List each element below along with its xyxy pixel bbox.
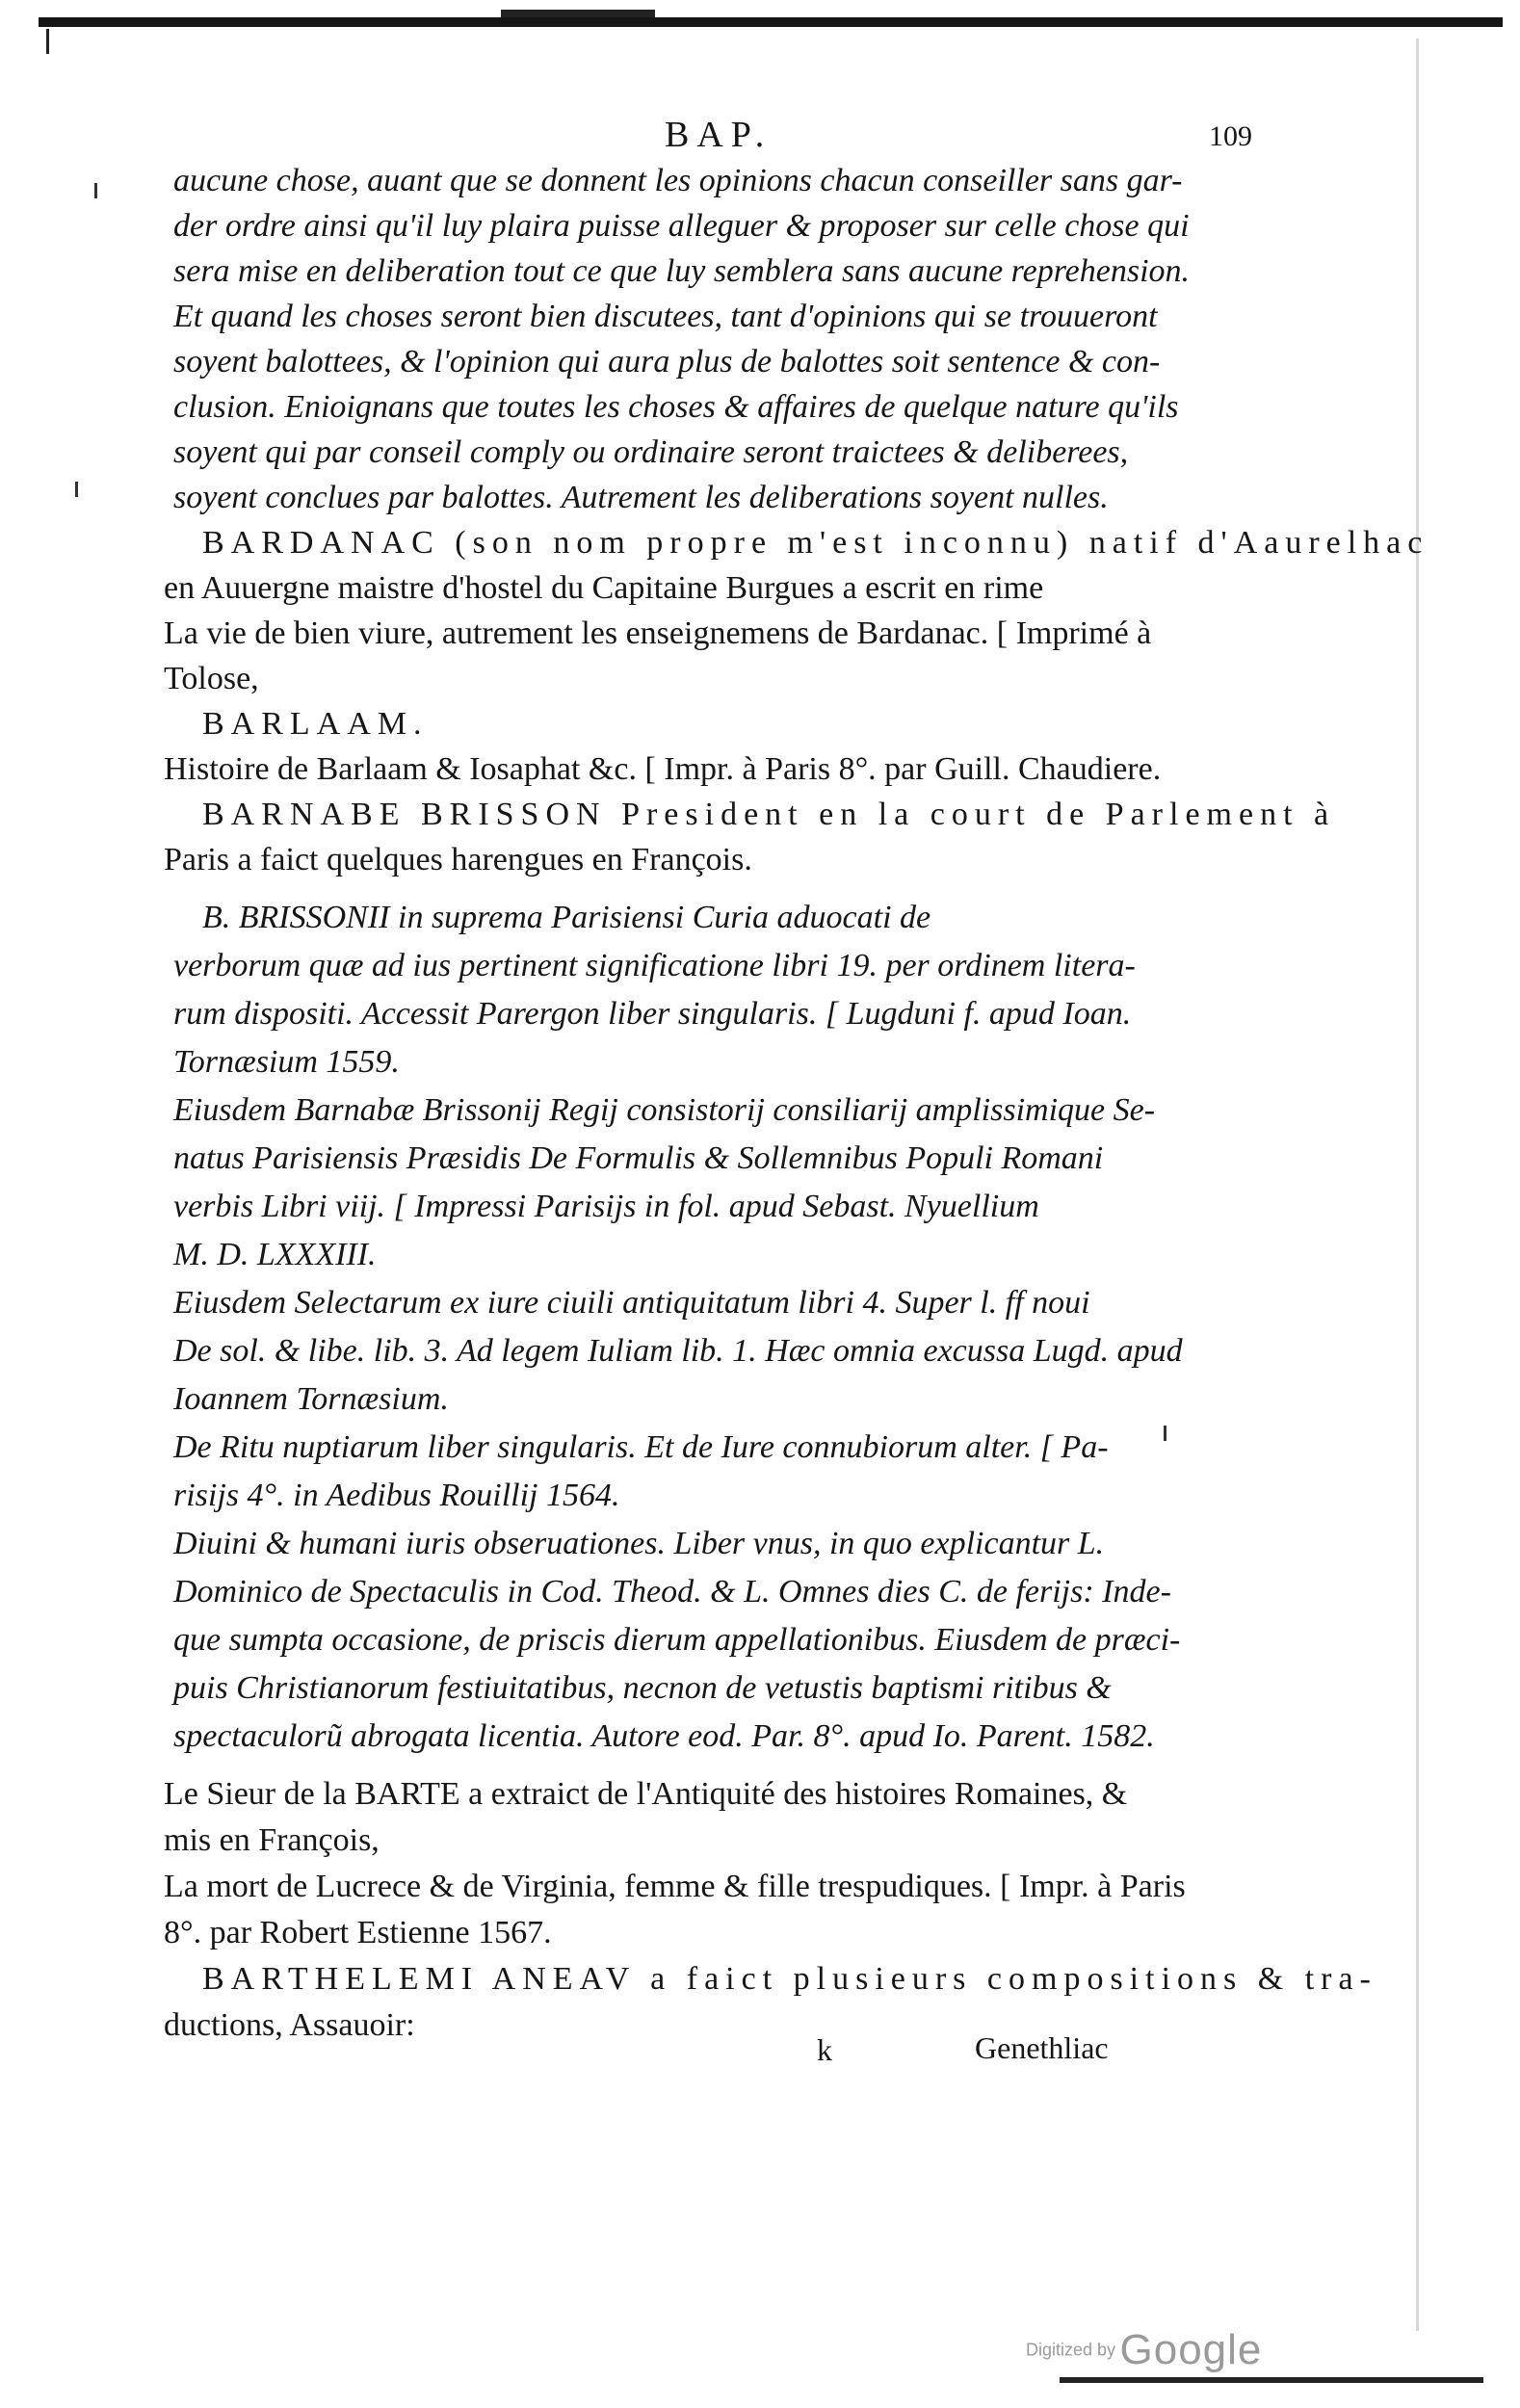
text-line: Eiusdem Barnabæ Brissonij Regij consistorij consiliarij amplissimique Se- <box>173 1092 1156 1128</box>
text-line: Tornæsium 1559. <box>173 1044 400 1080</box>
text-line: spectaculorũ abrogata licentia. Autore eod. Par. 8°. apud Io. Parent. 1582. <box>173 1718 1155 1754</box>
text-line: Le Sieur de la BARTE a extraict de l'Antiquité des histoires Romaines, & <box>164 1776 1128 1812</box>
running-head: BAP. <box>665 115 773 155</box>
text-line: rum dispositi. Accessit Parergon liber singularis. [ Lugduni f. apud Ioan. <box>173 996 1132 1032</box>
margin-mark <box>75 482 78 497</box>
text-line: Histoire de Barlaam & Iosaphat &c. [ Impr. à Paris 8°. par Guill. Chaudiere. <box>164 751 1162 787</box>
margin-mark <box>1164 1426 1166 1441</box>
text-line: La mort de Lucrece & de Virginia, femme & fille trespudiques. [ Impr. à Paris <box>164 1869 1186 1904</box>
text-line: soyent balottees, & l'opinion qui aura plus de balottes soit sentence & con- <box>173 344 1161 380</box>
text-line: ductions, Assauoir: <box>164 2007 415 2043</box>
text-line: BARLAAM. <box>202 706 429 742</box>
text-line: verbis Libri viij. [ Impressi Parisijs in fol. apud Sebast. Nyuellium <box>173 1189 1039 1224</box>
text-line: Tolose, <box>164 661 259 696</box>
text-line: Paris a faict quelques harengues en François. <box>164 842 752 877</box>
text-line: verborum quæ ad ius pertinent significatione libri 19. per ordinem litera- <box>173 948 1136 983</box>
text-line: soyent qui par conseil comply ou ordinaire seront traictees & deliberees, <box>173 434 1129 470</box>
text-line: De sol. & libe. lib. 3. Ad legem Iuliam lib. 1. Hæc omnia excussa Lugd. apud <box>173 1333 1183 1369</box>
text-line: der ordre ainsi qu'il luy plaira puisse alleguer & proposer sur celle chose qui <box>173 208 1190 244</box>
text-line: La vie de bien viure, autrement les enseignemens de Bardanac. [ Imprimé à <box>164 615 1152 651</box>
signature-mark: k <box>817 2032 832 2067</box>
text-line: BARNABE BRISSON President en la court de Parlement à <box>202 797 1336 832</box>
text-line: aucune chose, auant que se donnent les opinions chacun conseiller sans gar- <box>173 163 1183 198</box>
text-line: BARTHELEMI ANEAV a faict plusieurs compositions & tra- <box>202 1961 1377 1997</box>
text-line: natus Parisiensis Præsidis De Formulis & Sollemnibus Populi Romani <box>173 1140 1104 1176</box>
text-line: puis Christianorum festiuitatibus, necnon de vetustis baptismi ritibus & <box>173 1670 1112 1706</box>
text-line: Dominico de Spectaculis in Cod. Theod. & L. Omnes dies C. de ferijs: Inde- <box>173 1574 1171 1610</box>
text-line: soyent conclues par balottes. Autrement les deliberations soyent nulles. <box>173 480 1109 515</box>
text-line: en Auuergne maistre d'hostel du Capitaine Burgues a escrit en rime <box>164 570 1044 606</box>
left-edge-mark <box>46 29 49 54</box>
top-border-rule <box>39 17 1503 27</box>
watermark-prefix: Digitized by <box>1026 2340 1116 2360</box>
catchword: Genethliac <box>975 2030 1109 2065</box>
text-line: Ioannem Tornæsium. <box>173 1381 449 1417</box>
text-line: M. D. LXXXIII. <box>173 1237 377 1272</box>
page-number: 109 <box>1209 120 1252 152</box>
text-line: BARDANAC (son nom propre m'est inconnu) natif d'Aaurelhac <box>202 525 1429 561</box>
text-line: De Ritu nuptiarum liber singularis. Et de Iure connubiorum alter. [ Pa- <box>173 1429 1109 1465</box>
margin-mark <box>94 183 97 198</box>
text-line: Diuini & humani iuris obseruationes. Liber vnus, in quo explicantur L. <box>173 1526 1105 1561</box>
page-fold-shadow <box>1416 39 1419 2331</box>
text-line: mis en François, <box>164 1822 380 1858</box>
bottom-border-rule <box>1060 2377 1483 2383</box>
google-logo: Google <box>1119 2326 1263 2373</box>
digitized-watermark <box>1026 2326 1262 2374</box>
text-line: Eiusdem Selectarum ex iure ciuili antiquitatum libri 4. Super l. ff noui <box>173 1285 1090 1321</box>
text-line: risijs 4°. in Aedibus Rouillij 1564. <box>173 1478 620 1513</box>
text-line: que sumpta occasione, de priscis dierum appellationibus. Eiusdem de præci- <box>173 1622 1181 1658</box>
text-line: B. BRISSONII in suprema Parisiensi Curia aduocati de <box>202 900 931 935</box>
text-line: 8°. par Robert Estienne 1567. <box>164 1915 552 1950</box>
text-line: Et quand les choses seront bien discutees, tant d'opinions qui se trouueront <box>173 299 1158 334</box>
text-line: sera mise en deliberation tout ce que luy semblera sans aucune reprehension. <box>173 253 1191 289</box>
text-line: clusion. Enioignans que toutes les choses & affaires de quelque nature qu'ils <box>173 389 1179 425</box>
top-border-rule-thick <box>501 10 655 17</box>
